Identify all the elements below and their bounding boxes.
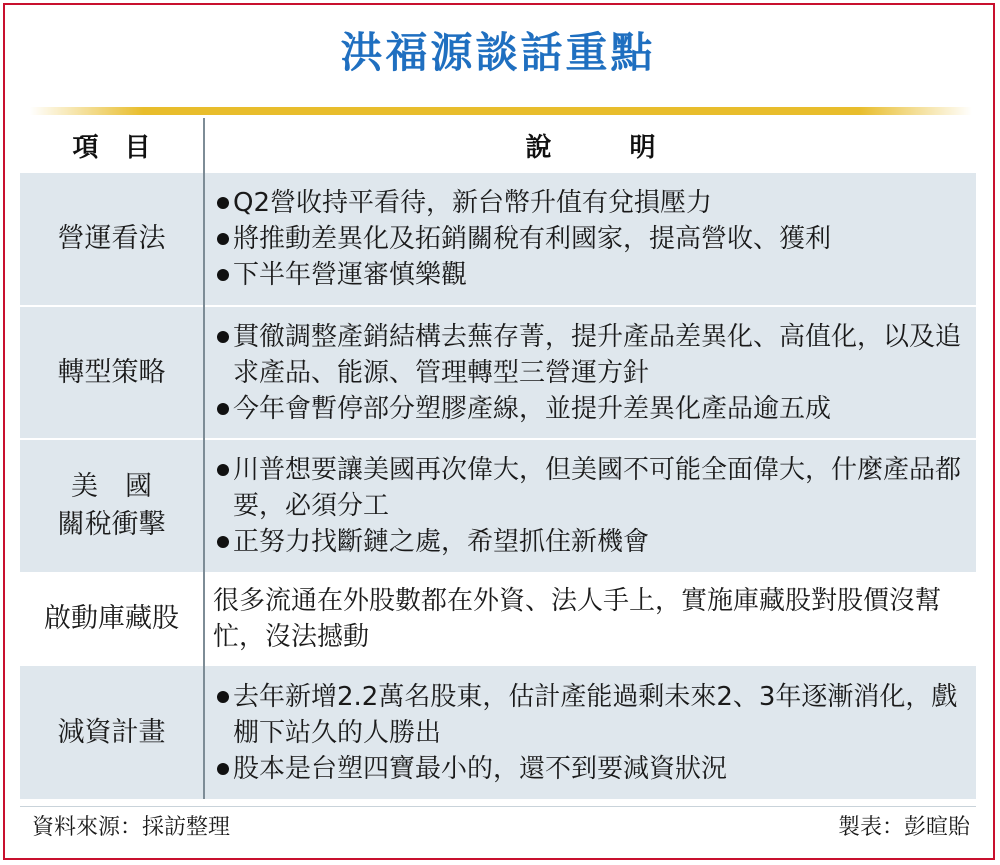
list-item: 去年新增2.2萬名股東，估計產能過剩未來2、3年逐漸消化，戲棚下站久的人勝出 (213, 679, 966, 751)
bullet-icon (217, 197, 229, 209)
list-item: 今年會暫停部分塑膠產線，並提升差異化產品逾五成 (213, 391, 966, 427)
list-item: 下半年營運審慎樂觀 (213, 257, 966, 293)
header-item: 項 目 (20, 118, 204, 173)
row-description (204, 173, 976, 306)
list-item: Q2營收持平看待，新台幣升值有兌損壓力 (213, 185, 966, 221)
bullet-icon (217, 403, 229, 415)
bullet-icon (217, 269, 229, 281)
table-row (20, 439, 976, 572)
bullet-icon (217, 536, 229, 548)
bullet-icon (217, 331, 229, 343)
summary-table (20, 118, 976, 799)
row-description: 很多流通在外股數都在外資、法人手上，實施庫藏股對股價沒幫忙，沒法撼動 (204, 572, 976, 666)
bullet-icon (217, 691, 229, 703)
list-item: 川普想要讓美國再次偉大，但美國不可能全面偉大，什麼產品都要，必須分工 (213, 452, 966, 524)
row-item-label: 美 國 關稅衝擊 (20, 439, 204, 572)
row-item-label: 啟動庫藏股 (20, 572, 204, 666)
row-item-label: 轉型策略 (20, 306, 204, 439)
bullet-icon (217, 464, 229, 476)
row-item-label: 減資計畫 (20, 666, 204, 799)
bullet-icon (217, 763, 229, 775)
bullet-icon (217, 233, 229, 245)
list-item: 股本是台塑四寶最小的，還不到要減資狀況 (213, 751, 966, 787)
row-description (204, 439, 976, 572)
page-title: 洪福源談話重點 (340, 28, 656, 77)
row-item-label: 營運看法 (20, 173, 204, 306)
table-row (20, 173, 976, 306)
list-item: 正努力找斷鏈之處，希望抓住新機會 (213, 524, 966, 560)
title-underline (30, 107, 972, 115)
table-row (20, 572, 976, 666)
row-description (204, 666, 976, 799)
list-item: 將推動差異化及拓銷關稅有利國家，提高營收、獲利 (213, 221, 966, 257)
table-row (20, 666, 976, 799)
source-note: 資料來源：採訪整理 (32, 815, 231, 840)
table-row (20, 306, 976, 439)
credit-note: 製表：彭暄貽 (837, 815, 970, 840)
header-description: 說 明 (204, 118, 976, 173)
row-description (204, 306, 976, 439)
list-item: 貫徹調整產銷結構去蕪存菁，提升產品差異化、高值化，以及追求產品、能源、管理轉型三營運方針 (213, 319, 966, 391)
table-header-row (20, 118, 976, 173)
table-bottom-rule (20, 806, 976, 807)
